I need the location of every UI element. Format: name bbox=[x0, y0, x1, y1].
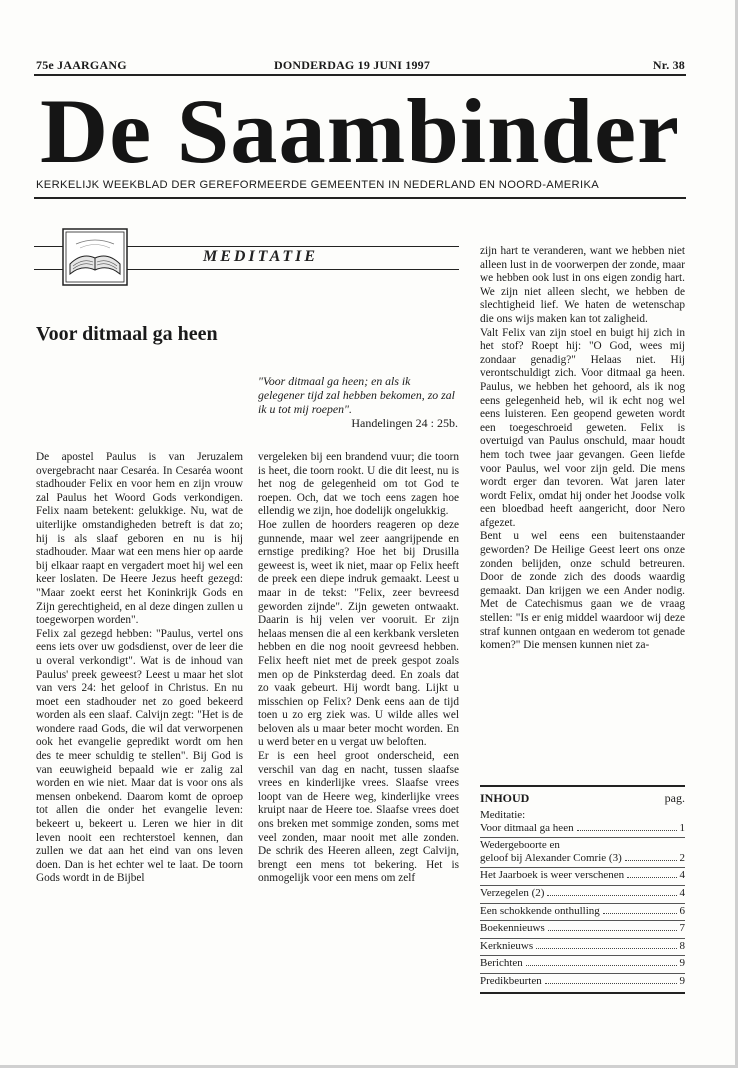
toc-item[interactable] bbox=[480, 838, 685, 868]
toc-item-pre: Wedergeboorte en bbox=[480, 839, 560, 852]
toc-item-page: 9 bbox=[679, 957, 685, 970]
open-book-icon bbox=[62, 228, 128, 286]
toc-item-label: geloof bij Alexander Comrie (3) bbox=[480, 851, 622, 864]
masthead-subtitle: KERKELIJK WEEKBLAD DER GEREFORMEERDE GEMEENTEN IN NEDERLAND EN NOORD-AMERIKA bbox=[36, 179, 600, 191]
scripture-quote: "Voor ditmaal ga heen; en als ik gelegener tijd zal hebben bekomen, zo zal ik u tot mij roepen". bbox=[258, 374, 455, 416]
toc-item[interactable] bbox=[480, 868, 685, 886]
paragraph: Valt Felix van zijn stoel en buigt hij zich in het stof? Roept hij: "O God, wees mij zondaar genadig?" Helaas niet. Hij verontschuldigt zich. Voor ditmaal ga heen. Paulus, we hebben het gehoord, als ik nog eens gelegenheid heb, wil ik echt nog wel eens luisteren. Een geopend geweten wordt een toegeschroeid geweten. Felix is overtuigd van Paulus onschuld, maar houdt hem toch twee jaar gevangen. Geen liefde voor Paulus, wel voor zijn geld. Die mens wordt erger dan tevoren. Wat jaren later wordt Felix, omdat hij onder het Joodse volk een bloedbad heeft aangericht, door Nero afgezet. bbox=[480, 326, 685, 529]
paragraph: vergeleken bij een brandend vuur; die toorn is heet, die toorn rookt. U die dit leest, nu is het nog de gelegenheid om tot God te roepen. Och, dat we toch eens zagen hoe ellendig we zijn, hoe dodelijk ongelukkig. bbox=[258, 451, 459, 518]
paragraph: Felix zal gezegd hebben: "Paulus, vertel ons eens iets over uw godsdienst, over de leer die u overal verkondigt". Wat is de inhoud van Paulus' preek geweest? Leest u maar het slot van vers 24: het geloof in Christus. En nu moet een stadhouder net zo goed bekeerd worden als een slaaf. Calvijn zegt: "Het is de wondere raad Gods, die wil dat verworpenen ook het evangelie gepredikt wordt om hen des te meer schuldig te stellen". Bij God is van eeuwigheid bepaald wie er zalig zal worden en wie niet. Maar dat is voor ons als mensen onbekend. Daarom komt de oproep tot allen die onder het evangelie leven: bekeert u, bekeert u. Leren we hier in dit leven nooit een rechterstoel kennen, dan zullen we dat aan het eind van ons leven doen. Dan is het echter wel te laat. De toorn Gods wordt in de Bijbel bbox=[36, 627, 243, 885]
toc-item[interactable] bbox=[480, 956, 685, 974]
toc-item-label: Verzegelen (2) bbox=[480, 886, 545, 899]
toc-item-page: 1 bbox=[679, 821, 685, 834]
toc-leader bbox=[577, 830, 677, 831]
toc-item[interactable] bbox=[480, 808, 685, 838]
toc-item-page: 9 bbox=[679, 974, 685, 987]
toc-item-page: 4 bbox=[679, 886, 685, 899]
toc-item[interactable] bbox=[480, 921, 685, 939]
issue-number: Nr. 38 bbox=[652, 58, 685, 72]
masthead-logo bbox=[34, 72, 686, 187]
toc-item[interactable] bbox=[480, 886, 685, 904]
toc-item-label: Berichten bbox=[480, 957, 523, 970]
paragraph: De apostel Paulus is van Jeruzalem overgebracht naar Cesaréa. In Cesaréa woont stadhouder Felix en voor hem en zijn vrouw zal Paulus het Woord Gods verkondigen. Felix naam betekent: gelukkige. Nu, wat de uiterlijke omstandigheden betreft is dat zo; hij is als slaaf geboren en nu is hij stadhouder. Maar wat een mens hier op aarde bij elkaar raapt en vergadert moet hij wel een keer loslaten. De Heere Jezus heeft gezegd: "Maar zoekt eerst het Koninkrijk Gods en Zijn gerechtigheid, en al deze dingen zullen u toegeworpen worden". bbox=[36, 451, 243, 627]
toc-item-page: 8 bbox=[679, 939, 685, 952]
masthead-rule bbox=[34, 197, 686, 199]
toc-page-label: pag. bbox=[664, 791, 685, 805]
toc-item-pre: Meditatie: bbox=[480, 809, 526, 821]
volume-label: 75e JAARGANG bbox=[36, 58, 127, 72]
toc-leader bbox=[545, 983, 677, 984]
toc-item-label: Een schokkende onthulling bbox=[480, 904, 600, 917]
toc-item-page: 4 bbox=[679, 869, 685, 882]
toc-leader bbox=[536, 948, 676, 949]
toc-item-label: Voor ditmaal ga heen bbox=[480, 821, 574, 834]
article-column-2 bbox=[258, 451, 459, 886]
toc-item-label: Boekennieuws bbox=[480, 922, 545, 935]
article-column-1 bbox=[36, 451, 243, 886]
paragraph: Er is een heel groot onderscheid, een verschil van dag en nacht, tussen slaafse vrees en kinderlijke vrees. Slaafse vrees loopt van de Heere weg, kinderlijke vrees kruipt naar de Heere toe. Slaafse vrees doet ons breken met sommige zonden, soms met veel zonden, maar nooit met alle zonden. De schrik des Heeren alleen, zegt Calvijn, brengt een mens tot bekering. Het is onmogelijk voor een mens om zelf bbox=[258, 750, 459, 885]
toc-list bbox=[480, 808, 685, 991]
toc-item-page: 7 bbox=[679, 922, 685, 935]
issue-date: DONDERDAG 19 JUNI 1997 bbox=[274, 58, 431, 72]
table-of-contents bbox=[480, 785, 685, 994]
toc-leader bbox=[548, 930, 677, 931]
section-title: MEDITATIE bbox=[203, 248, 319, 265]
article-title: Voor ditmaal ga heen bbox=[36, 323, 218, 345]
paragraph: zijn hart te veranderen, want we hebben niet alleen lust in de voorwerpen der zonde, maar we hebben ook lust in ons eigen zondig hart. We zijn niet alleen slecht, we hebben de slechtigheid lief. We haten de wetenschap die ons wijs maken kan tot zaligheid. bbox=[480, 245, 685, 325]
toc-title: INHOUD bbox=[480, 791, 530, 805]
toc-item-page: 2 bbox=[679, 851, 685, 864]
toc-leader bbox=[627, 877, 676, 878]
toc-item-label: Kerknieuws bbox=[480, 939, 534, 952]
toc-item[interactable] bbox=[480, 904, 685, 922]
toc-item-page: 6 bbox=[679, 904, 685, 917]
toc-item[interactable] bbox=[480, 974, 685, 991]
scripture-reference: Handelingen 24 : 25b. bbox=[351, 416, 458, 430]
paragraph: Bent u wel eens een buitenstaander geworden? De Heilige Geest leert ons onze zonden belijden, onze schuld betreuren. Door de zonde zich des doods waardig gemaakt. Dan krijgen we een Ander nodig. Met de Catechismus gaan we de vraag stellen: "Is er enig middel waardoor wij deze straf kunnen ontgaan en wederom tot genade komen?" Die mensen kunnen niet za- bbox=[480, 530, 685, 652]
toc-leader bbox=[603, 913, 677, 914]
toc-item-label: Predikbeurten bbox=[480, 974, 542, 987]
toc-item-label: Het Jaarboek is weer verschenen bbox=[480, 869, 625, 882]
toc-leader bbox=[526, 965, 677, 966]
toc-leader bbox=[547, 895, 676, 896]
toc-item[interactable] bbox=[480, 939, 685, 957]
paragraph: Hoe zullen de hoorders reageren op deze gunnende, maar wel zeer aangrijpende en ernstige prediking? Hoe het bij Drusilla geweest is, weet ik niet, maar op Felix heeft de preek een diepe indruk gemaakt. Leest u maar in de tekst: "Felix, zeer bevreesd geworden zijnde". Zijn geweten ontwaakt. Daarin is hij velen ver vooruit. Er zijn helaas mensen die al een kerkbank versleten hebben en die nog nooit gevreesd hebben. Felix heeft niet met de preek gespot zoals men op de Pinksterdag deed. En zoals dat zo vaak gebeurt. Hij wordt bang. Lijkt u misschien op Felix? Denk eens aan de tijd toen u zo erg ziek was. U wilde alles wel beloven als u maar beter mocht worden. En u werd beter en u vergat uw beloften. bbox=[258, 518, 459, 749]
article-column-3 bbox=[480, 245, 685, 653]
masthead-title: De Saambinder bbox=[40, 80, 681, 180]
toc-leader bbox=[625, 860, 677, 861]
toc-bottom-rule bbox=[480, 992, 685, 994]
toc-header bbox=[480, 791, 685, 806]
